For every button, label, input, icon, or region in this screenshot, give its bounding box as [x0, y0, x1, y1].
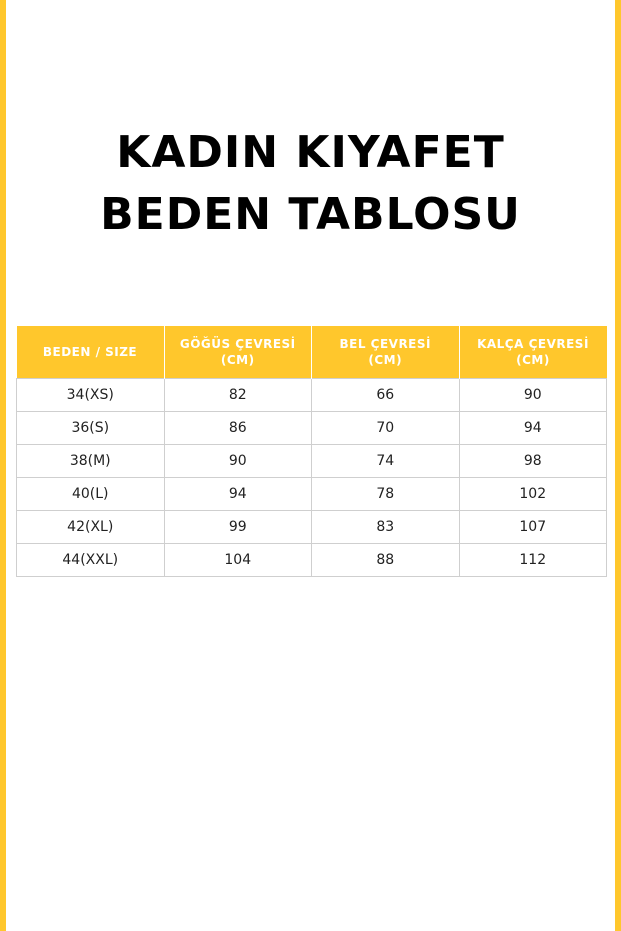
title-line-1: KADIN KIYAFET	[116, 127, 505, 178]
table-header-row	[17, 326, 607, 379]
table-row	[17, 478, 607, 511]
kalca-cell: 112	[459, 544, 607, 577]
header-label: GÖĞÜS ÇEVRESİ	[179, 337, 296, 351]
kalca-cell: 107	[459, 511, 607, 544]
header-bel-cevresi	[312, 326, 460, 379]
gogus-cell: 94	[164, 478, 312, 511]
header-label: KALÇA ÇEVRESİ	[477, 337, 589, 351]
size-cell: 34(XS)	[17, 379, 165, 412]
gogus-cell: 82	[164, 379, 312, 412]
size-cell: 40(L)	[17, 478, 165, 511]
header-kalca-cevresi	[459, 326, 607, 379]
bel-cell: 83	[312, 511, 460, 544]
header-label: BEL ÇEVRESİ	[339, 337, 431, 351]
page-title	[0, 122, 621, 246]
bel-cell: 70	[312, 412, 460, 445]
table-row	[17, 379, 607, 412]
size-cell: 38(M)	[17, 445, 165, 478]
gogus-cell: 104	[164, 544, 312, 577]
header-label: BEDEN / SIZE	[42, 345, 138, 359]
kalca-cell: 102	[459, 478, 607, 511]
bel-cell: 78	[312, 478, 460, 511]
kalca-cell: 90	[459, 379, 607, 412]
table-row	[17, 544, 607, 577]
header-unit: (CM)	[220, 353, 255, 367]
header-unit: (CM)	[516, 353, 550, 367]
kalca-cell: 94	[459, 412, 607, 445]
table-row	[17, 511, 607, 544]
header-beden-size	[17, 326, 165, 379]
header-unit: (CM)	[368, 353, 403, 367]
size-cell: 42(XL)	[17, 511, 165, 544]
size-chart-table	[16, 326, 607, 577]
bel-cell: 66	[312, 379, 460, 412]
bel-cell: 88	[312, 544, 460, 577]
table-row	[17, 445, 607, 478]
gogus-cell: 90	[164, 445, 312, 478]
header-gogus-cevresi	[164, 326, 312, 379]
table-row	[17, 412, 607, 445]
gogus-cell: 99	[164, 511, 312, 544]
size-cell: 44(XXL)	[17, 544, 165, 577]
kalca-cell: 98	[459, 445, 607, 478]
title-line-2: BEDEN TABLOSU	[100, 189, 521, 240]
gogus-cell: 86	[164, 412, 312, 445]
size-cell: 36(S)	[17, 412, 165, 445]
bel-cell: 74	[312, 445, 460, 478]
